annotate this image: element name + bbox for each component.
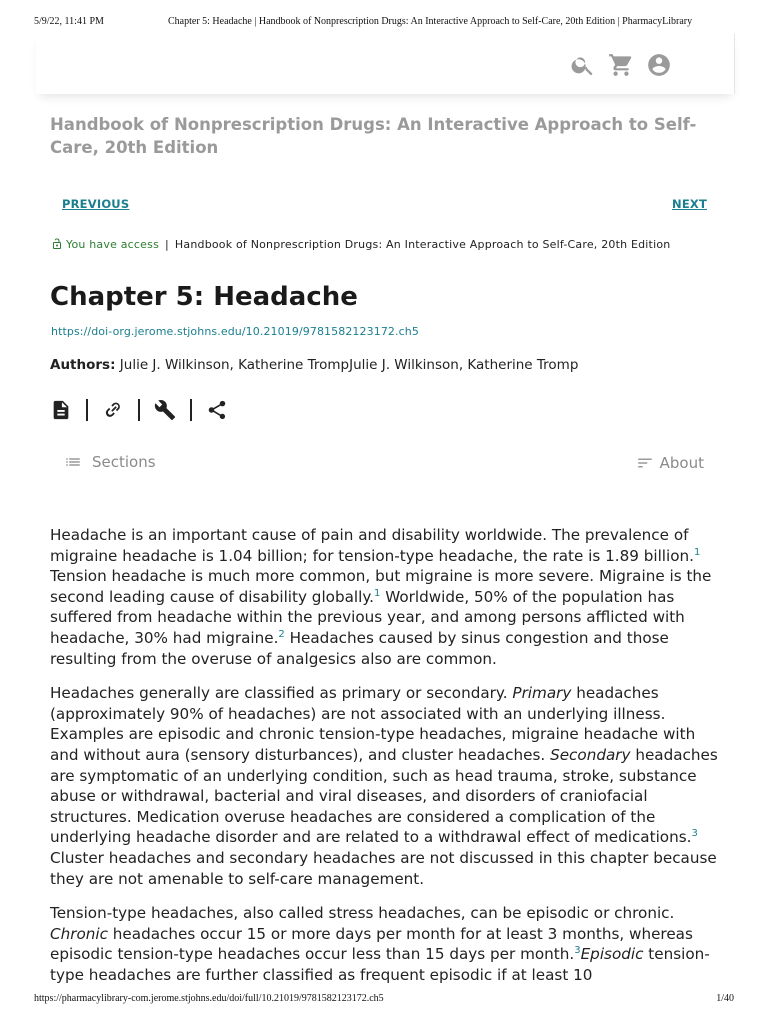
previous-link[interactable]: PREVIOUS (62, 197, 130, 211)
reference-link[interactable]: 3 (691, 828, 698, 840)
print-header (34, 16, 734, 27)
cart-icon[interactable] (608, 52, 634, 78)
about-label: About (659, 454, 704, 472)
sort-lines-icon (636, 454, 654, 472)
print-footer (34, 993, 734, 1004)
reference-link[interactable]: 3 (574, 945, 581, 957)
article-body (50, 525, 720, 999)
access-separator: | (165, 238, 169, 251)
emphasis-text: Primary (512, 684, 572, 703)
emphasis-text: Chronic (50, 924, 108, 943)
access-status: You have access (66, 238, 160, 251)
wrench-icon[interactable] (154, 399, 176, 421)
paragraph (50, 525, 720, 669)
about-button[interactable] (636, 454, 704, 472)
paragraph (50, 903, 720, 985)
paragraph-text: tension-type headaches are further classified as frequent episodic if at least 10 (50, 945, 710, 984)
paragraph-text: headaches are symptomatic of an underlying condition, such as head trauma, stroke, substance abuse or withdrawal, bacterial and viral diseases, and disorders of craniofacial structures. Medication overuse headaches are considered a complication of the underlying headache disorder and are related to a withdrawal effect of medications. (50, 745, 718, 847)
reference-link[interactable]: 1 (374, 587, 381, 599)
list-icon (64, 453, 82, 471)
lock-open-icon (51, 238, 63, 250)
share-icon[interactable] (206, 399, 228, 421)
paragraph-text: Tension headache is much more common, but migraine is more severe. Migraine is the second leading cause of disability globally. (50, 567, 712, 606)
authors-names: Julie J. Wilkinson, Katherine TrompJulie J. Wilkinson, Katherine Tromp (119, 357, 579, 373)
paragraph-text: Headache is an important cause of pain and disability worldwide. The prevalence of migraine headache is 1.04 billion; for tension-type headache, the rate is 1.89 billion. (50, 526, 694, 565)
toolbar-divider (86, 399, 88, 421)
sections-button[interactable] (64, 453, 156, 471)
print-url: https://pharmacylibrary-com.jerome.stjohns.edu/doi/full/10.21019/9781582123172.ch5 (34, 993, 384, 1004)
chapter-title: Chapter 5: Headache (50, 282, 358, 312)
print-page-number: 1/40 (716, 993, 734, 1004)
toolbar-divider (138, 399, 140, 421)
book-title[interactable]: Handbook of Nonprescription Drugs: An Interactive Approach to Self-Care, 20th Edition (50, 115, 697, 157)
authors-line (50, 357, 578, 373)
doi-link[interactable]: https://doi-org.jerome.stjohns.edu/10.21019/9781582123172.ch5 (51, 325, 419, 338)
document-icon[interactable] (50, 399, 72, 421)
sections-label: Sections (92, 453, 156, 471)
link-icon[interactable] (102, 399, 124, 421)
paragraph-text: Tension-type headaches, also called stress headaches, can be episodic or chronic. (50, 904, 675, 923)
reference-link[interactable]: 2 (278, 628, 285, 640)
chapter-toolbar (50, 399, 228, 421)
paragraph (50, 683, 720, 889)
paragraph-text: headaches occur 15 or more days per month for at least 3 months, whereas episodic tension-type headaches occur less than 15 days per month. (50, 924, 693, 964)
paragraph-text: Worldwide, 50% of the population has suffered from headache within the previous year, and among persons afflicted with headache, 30% had migraine. (50, 587, 685, 647)
next-link[interactable]: NEXT (672, 197, 707, 211)
access-book-title: Handbook of Nonprescription Drugs: An Interactive Approach to Self-Care, 20th Edition (174, 238, 671, 251)
topbar-icons (570, 52, 672, 78)
print-page-title: Chapter 5: Headache | Handbook of Nonprescription Drugs: An Interactive Approach to Self-Care, 20th Edition | PharmacyLibrary (168, 16, 693, 27)
access-line (51, 237, 721, 253)
emphasis-text: Episodic (580, 945, 644, 964)
authors-label: Authors: (50, 357, 116, 373)
account-icon[interactable] (646, 52, 672, 78)
top-navigation-bar (36, 34, 735, 94)
toolbar-divider (190, 399, 192, 421)
search-icon[interactable] (570, 52, 596, 78)
paragraph-text: headaches (approximately 90% of headaches) are not associated with an underlying illness. Examples are episodic and chronic tension-type headaches, migraine headache with and without aura (sensory disturbances), and cluster headaches. (50, 684, 696, 764)
paragraph-text: Headaches generally are classified as primary or secondary. (50, 684, 513, 703)
print-datetime: 5/9/22, 11:41 PM (34, 16, 104, 27)
reference-link[interactable]: 1 (694, 546, 701, 558)
paragraph-text: Headaches caused by sinus congestion and those resulting from the overuse of analgesics also are common. (50, 628, 669, 668)
emphasis-text: Secondary (550, 745, 631, 764)
paragraph-text: Cluster headaches and secondary headaches are not discussed in this chapter because they are not amenable to self-care management. (50, 848, 717, 888)
